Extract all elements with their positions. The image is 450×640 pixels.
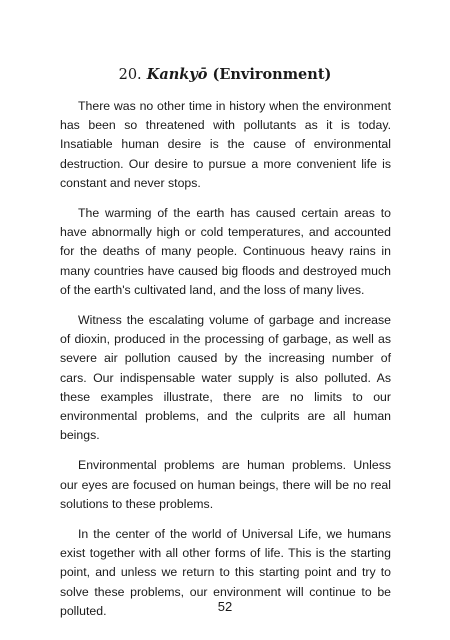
page-number: 52 [217,599,233,614]
paragraph-1: There was no other time in history when the environment has been so threatened with pollutants as it is today. Insatiable human desire is the cause of environmental destruction. Our desire to pursue a more convenient life is constant and never stops. [60,99,391,190]
chapter-term: Kankyō [146,66,208,83]
chapter-translation: (Environment) [212,66,332,83]
paragraph-3: Witness the escalating volume of garbage and increase of dioxin, produced in the processing of garbage, as well as severe air pollution caused by the increasing number of cars. Our indispensable water supply is also polluted. As these examples illustrate, there are no limits to our environmental problems, and the culprits are all human beings. [60,313,391,443]
body-text [60,97,391,632]
paragraph-5: In the center of the world of Universal Life, we humans exist together with all other forms of life. This is the starting point, and unless we return to this starting point and try to solve these problems, our environment will continue to be polluted. [60,527,391,618]
paragraph-2: The warming of the earth has caused certain areas to have abnormally high or cold temperatures, and accounted for the deaths of many people. Continuous heavy rains in many countries have caused big floods and destroyed much of the earth's cultivated land, and the loss of many lives. [60,206,391,297]
chapter-title [0,66,450,84]
chapter-number: 20. [118,67,142,83]
paragraph-4: Environmental problems are human problems. Unless our eyes are focused on human beings, there will be no real solutions to these problems. [60,458,391,511]
